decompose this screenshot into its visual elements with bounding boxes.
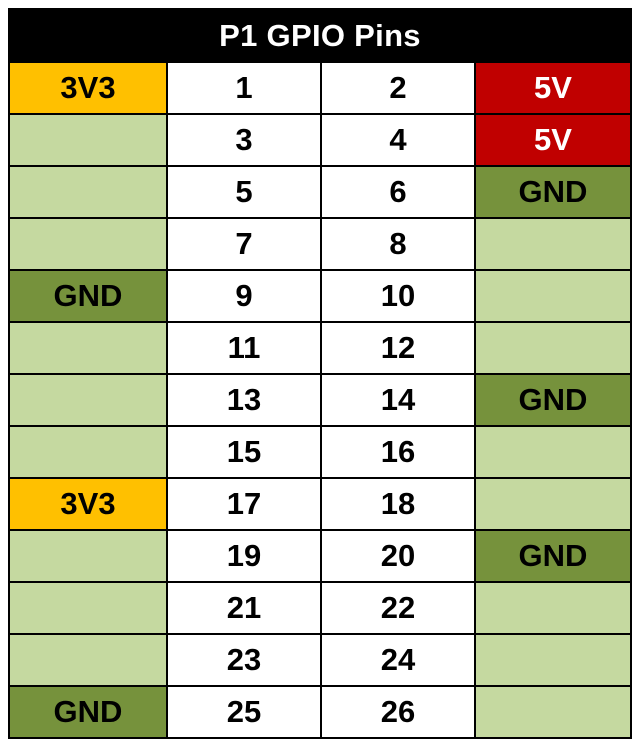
pin-number-even: 20 xyxy=(322,529,476,581)
left-function-cell: 3V3 xyxy=(10,477,168,529)
pin-number-odd: 1 xyxy=(168,61,322,113)
left-function-cell xyxy=(10,529,168,581)
pin-number-even: 8 xyxy=(322,217,476,269)
left-function-cell: GND xyxy=(10,269,168,321)
left-function-cell: 3V3 xyxy=(10,61,168,113)
pin-number-even: 12 xyxy=(322,321,476,373)
right-function-cell xyxy=(476,633,630,685)
right-function-cell xyxy=(476,685,630,737)
pin-number-odd: 21 xyxy=(168,581,322,633)
right-function-cell xyxy=(476,217,630,269)
right-function-cell xyxy=(476,477,630,529)
pin-number-even: 26 xyxy=(322,685,476,737)
right-function-cell xyxy=(476,269,630,321)
pin-number-even: 4 xyxy=(322,113,476,165)
pin-number-even: 14 xyxy=(322,373,476,425)
right-function-cell: GND xyxy=(476,373,630,425)
pin-number-odd: 5 xyxy=(168,165,322,217)
right-function-cell: 5V xyxy=(476,113,630,165)
pin-number-even: 2 xyxy=(322,61,476,113)
left-function-cell xyxy=(10,633,168,685)
left-function-cell xyxy=(10,217,168,269)
gpio-pin-table xyxy=(8,8,632,739)
pin-rows xyxy=(10,61,630,737)
left-function-cell xyxy=(10,373,168,425)
pin-number-odd: 3 xyxy=(168,113,322,165)
table-title: P1 GPIO Pins xyxy=(10,10,630,61)
left-function-cell xyxy=(10,165,168,217)
left-function-cell xyxy=(10,581,168,633)
pin-number-even: 24 xyxy=(322,633,476,685)
right-function-cell xyxy=(476,321,630,373)
pin-number-even: 22 xyxy=(322,581,476,633)
left-function-cell xyxy=(10,113,168,165)
pin-number-odd: 15 xyxy=(168,425,322,477)
pin-number-odd: 23 xyxy=(168,633,322,685)
left-function-cell xyxy=(10,321,168,373)
pin-number-odd: 11 xyxy=(168,321,322,373)
left-function-cell: GND xyxy=(10,685,168,737)
pin-number-odd: 19 xyxy=(168,529,322,581)
pin-number-even: 16 xyxy=(322,425,476,477)
pin-number-odd: 17 xyxy=(168,477,322,529)
pin-number-even: 6 xyxy=(322,165,476,217)
right-function-cell xyxy=(476,581,630,633)
left-function-cell xyxy=(10,425,168,477)
right-function-cell xyxy=(476,425,630,477)
pin-number-even: 18 xyxy=(322,477,476,529)
pin-number-odd: 7 xyxy=(168,217,322,269)
pin-number-even: 10 xyxy=(322,269,476,321)
pin-number-odd: 13 xyxy=(168,373,322,425)
pin-number-odd: 25 xyxy=(168,685,322,737)
pin-number-odd: 9 xyxy=(168,269,322,321)
right-function-cell: GND xyxy=(476,165,630,217)
right-function-cell: GND xyxy=(476,529,630,581)
right-function-cell: 5V xyxy=(476,61,630,113)
